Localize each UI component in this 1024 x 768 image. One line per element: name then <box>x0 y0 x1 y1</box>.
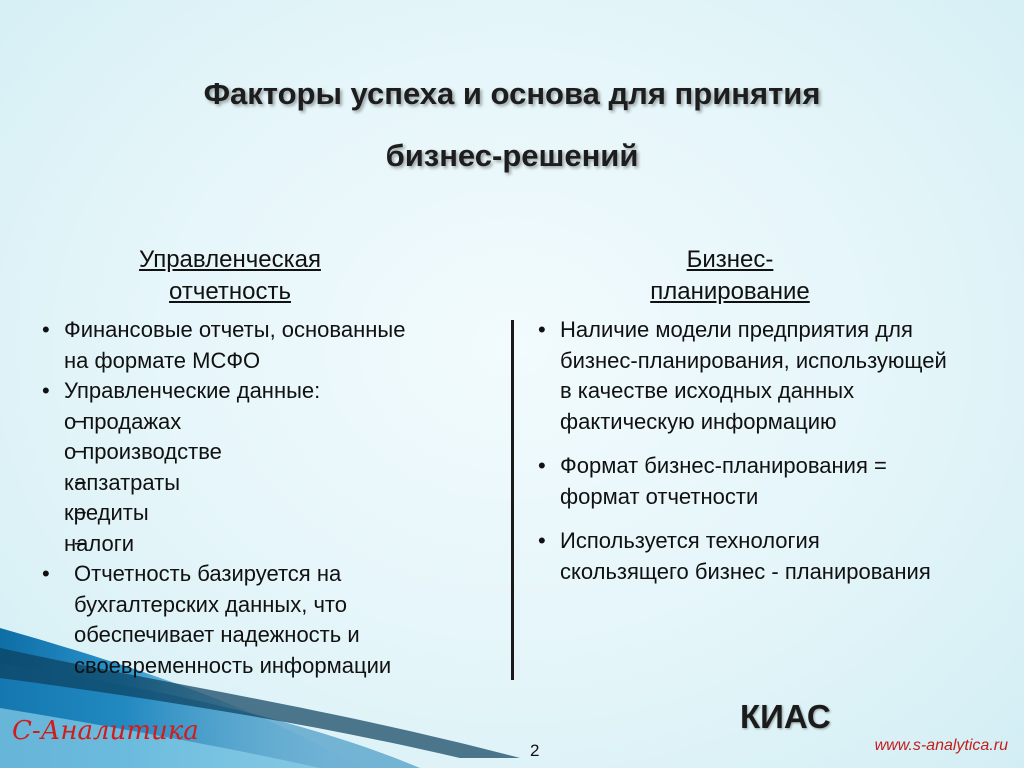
left-column-heading <box>100 244 360 308</box>
left-heading-line-2: отчетность <box>169 278 291 305</box>
sub-list-item: − кредиты <box>40 498 480 529</box>
right-heading-line-1: Бизнес- <box>686 246 774 273</box>
right-bullet-list <box>536 315 1006 601</box>
website-link[interactable]: www.s-analytica.ru <box>874 737 1008 754</box>
sub-list-item: − капзатраты <box>40 468 480 499</box>
sub-list-item: − о производстве <box>40 437 480 468</box>
list-item: • Финансовые отчеты, основанные на формате МСФО <box>40 315 480 376</box>
company-logo: С-Аналитика <box>12 716 199 746</box>
sub-list-item: − о продажах <box>40 407 480 438</box>
left-bullet-list <box>40 315 480 681</box>
management-data-sublist <box>40 407 480 560</box>
list-item: • Используется технология скользящего бизнес - планирования <box>536 526 1006 587</box>
list-item: • Формат бизнес-планирования = формат отчетности <box>536 451 1006 512</box>
sub-list-container <box>40 407 480 560</box>
page-number: 2 <box>530 741 540 760</box>
right-column-heading <box>600 244 860 308</box>
left-heading-line-1: Управленческая <box>139 246 321 273</box>
page-title-line-2: бизнес-решений <box>385 138 639 173</box>
list-item: • Отчетность базируется на бухгалтерских данных, что обеспечивает надежность и своевременность информации <box>40 559 480 681</box>
sub-list-item: − налоги <box>40 529 480 560</box>
kias-label: КИАС <box>740 698 831 735</box>
list-item: • Управленческие данные: <box>40 376 480 407</box>
column-divider <box>511 320 514 680</box>
page-title-line-1: Факторы успеха и основа для принятия <box>203 76 821 111</box>
right-heading-line-2: планирование <box>650 278 810 305</box>
list-item: • Наличие модели предприятия для бизнес-планирования, использующей в качестве исходных данных фактическую информацию <box>536 315 1006 437</box>
